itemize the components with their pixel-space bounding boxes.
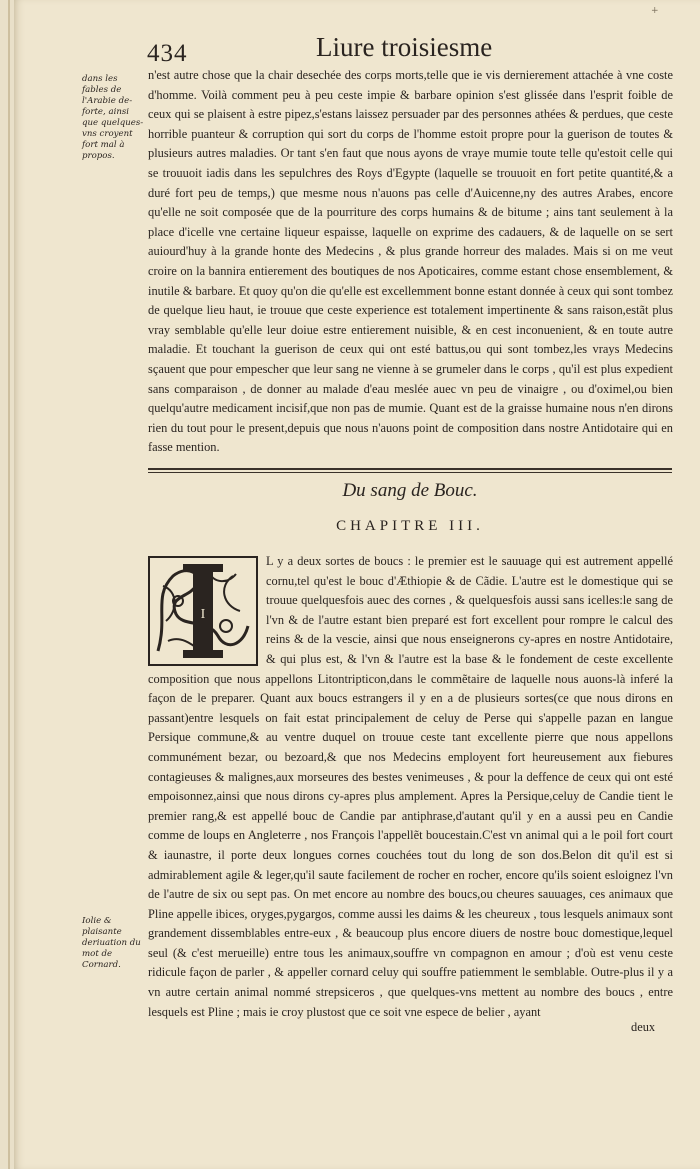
margin-note-2: Iolie & plaisante deriuation du mot de Cornard. [82, 916, 141, 970]
ornamental-initial [148, 556, 258, 666]
page-number: 434 [147, 40, 188, 67]
corner-mark: + [651, 6, 659, 16]
section-rule [148, 468, 672, 473]
body-paragraph-2-wrapper [148, 552, 673, 1022]
page-crease [8, 0, 10, 1169]
initial-letter: I [200, 607, 206, 622]
chapter-title: CHAPITRE III. [336, 518, 484, 534]
running-title: Liure troisiesme [316, 32, 493, 62]
body-paragraph-2: L y a deux sortes de boucs : le premier est le sauuage qui est autrement appellé cornu,tel qu'est le bouc d'Æthiopie & de Cãdie. L'autre est le domestique qui se trouue quelquesfois auec des cornes , & quelquesfois aussi sans icelles:le sang de l'vn & de l'autre estant bien preparé est fort excellent pour rompre le calcul des reins & de la vescie, ainsi que nous enseignerons cy-apres en nostre Antidotaire, & qui plus est, & l'vn & l'autre est la base & le fondement de ceste excellente composition que nous appellons Litontripticon,dans le commẽtaire de laquelle nous auons-là inferé la façon de le preparer. Quant aux boucs estrangers il y en a de plusieurs sortes(ce que nous dirons en passant)entre lesquels on fait estat principalement de celuy de Perse qui s'appelle pazan en langue Persique commune,& au ventre duquel on trouue ceste tant excellente pierre que nous appellons communément bezar, ou bezoard,& que nos Medecins employent fort heureusement aux fiebures contagieuses & malignes,aux morseures des bestes venimeuses , & pour la deffence de ceux qui ont esté empoisonnez,ainsi que nous dirons cy-apres plus amplement. Apres la Persique,celuy de Candie tient le premier rang,& est appellé bouc de Candie par antiphrase,d'autant qu'il y en a aussi peu en Candie comme de loups en Angleterre , nos François l'appellẽt boucestain.C'est vn animal qui a le poil fort court & iaunastre, il porte deux longues cornes couchées tout du long de son dos.Belon dit qu'il est si admirablement agile & leger,qu'il saute facilement de rocher en rocher, encore qu'ils soient esloignez l'vn de l'autre de six ou sept pas. On met encore au nombre des boucs,ou cheures sauuages, ces animaux que Pline appelle ibices, oryges,pygargos, comme aussi les daims & les cheureux , tous lesquels animaux sont grandement dissemblables entre-eux , & beaucoup plus encore diuers de nostre bouc domestique,lequel seul (& c'est merueille) entre tous les animaux,souffre vn compagnon en amour ; d'où est venu ceste ridicule façon de parler , & appeller cornard celuy qui souffre patiemment le semblable. Outre-plus il y a vn autre certain animal nommé strepsiceros , que quelques-vns mettent au nombre des boucs , entre lesquels est Pline ; mais ie croy plustost que ce soit vne espece de belier , ayant [148, 554, 673, 1019]
margin-note-1: dans les fables de l'Arabie de-forte, ainsi que quelques-vns croyent fort mal à propos. [82, 74, 144, 161]
body-paragraph-1: n'est autre chose que la chair desechée des corps morts,telle que ie vis dernierement attachée à vne coste d'homme. Voilà comment peu à peu ceste impie & barbare opinion s'est glissée dans l'esprit foible de ceux qui se plaisent à estre pipez,s'estans laissez persuader par des personnes athées & perdues, que ceste horrible puanteur & corruption qui sort du corps de l'homme estoit propre pour la guerison de toutes & plusieurs autres maladies. Or tant s'en faut que nous ayons de vraye mumie toute telle qu'estoit celle qui se trouuoit iadis dans les sepulchres des Roys d'Egypte (laquelle se trouuoit en fort petite quantité,& a duré fort peu de temps,) que mesme nous n'auons pas celle d'Auicenne,ny des autres Arabes, encore qu'elle ne soit composée que de la pourriture des corps humains & de bitume ; ains tant seulement à la place d'icelle vne certaine liqueur espaisse, laquelle on exprime des cadauers, & de laquelle on se sert auiourd'huy à la grande honte des Medecins , & plus grande horreur des malades. Mais si on me veut croire on la bannira entierement des boutiques de nos Apoticaires, comme estant chose ensemblement, & inutile & barbare. Et quoy qu'on die qu'elle est excellemment bonne estant donnée à ceux qui sont tombez de quelque lieu haut, ie trouue que ceste experience est totalement impertinente & sans raison,estãt plus vray semblable qu'elle leur doiue estre entierement nuisible, & en cest inconuenient, & en toute autre maladie. Et touchant la guerison de ceux qui ont esté battus,ou qui sont tombez,les vrays Medecins sçauent que pour empescher que leur sang ne vienne à se grumeler dans le corps , qu'il est plus expedient sans comparaison , de donner au malade d'eau meslée auec vn peu de vinaigre , ou d'oximel,ou bien quelqu'autre medicament incisif,que non pas de mumie. Quant est de la graisse humaine nous n'en dirons rien du tout pour le present,depuis que nous n'auons point de composition dans nostre Antidotaire qui en fasse mention. [148, 68, 673, 455]
catchword: deux [631, 1020, 656, 1034]
section-title: Du sang de Bouc. [342, 480, 478, 501]
